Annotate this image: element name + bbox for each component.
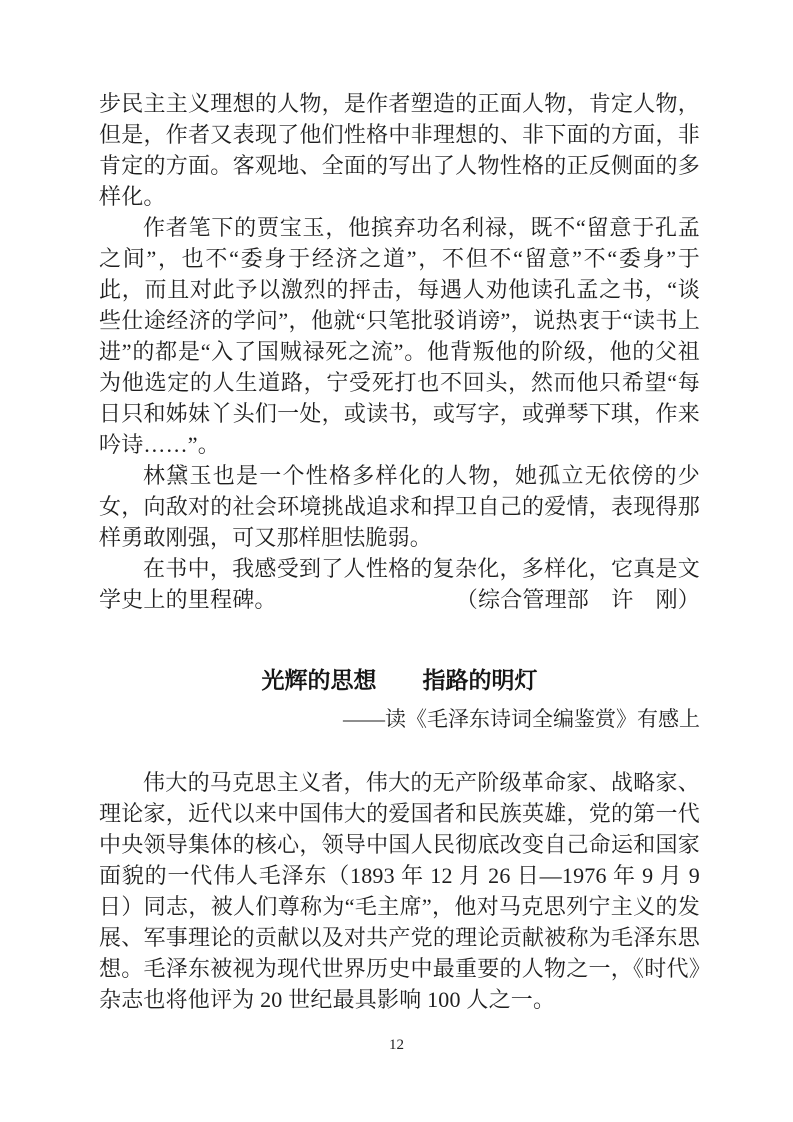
author-attribution: （综合管理部 许 刚） [455, 587, 700, 612]
article-character-diversity-review [99, 88, 700, 615]
paragraph-jia-baoyu: 作者笔下的贾宝玉，他摈弃功名利禄，既不“留意于孔孟之间”，也不“委身于经济之道”，不但不“留意”不“委身”于此，而且对此予以激烈的抨击，每遇人劝他读孔孟之书，“谈些仕途经济的学问”，他就“只笔批驳诮谤”，说热衷于“读书上进”的都是“入了国贼禄死之流”。他背叛他的阶级，他的父祖为他选定的人生道路，宁受死打也不回头，然而他只希望“每日只和姊妹丫头们一处，或读书，或写字，或弹琴下琪，作来吟诗……”。 [99, 215, 700, 457]
paragraph-continuation: 步民主主义理想的人物，是作者塑造的正面人物，肯定人物，但是，作者又表现了他们性格中非理想的、非下面的方面，非肯定的方面。客观地、全面的写出了人物性格的正反侧面的多样化。 [99, 91, 700, 209]
article-mao-poetry-review [99, 665, 700, 1015]
article-subtitle: ——读《毛泽东诗词全编鉴赏》有感上 [343, 707, 700, 731]
paragraph-lin-daiyu: 林黛玉也是一个性格多样化的人物，她孤立无依傍的少女，向敌对的社会环境挑战追求和捍卫自己的爱情，表现得那样勇敢刚强，可又那样胆怯脆弱。 [99, 463, 700, 550]
page-number: 12 [389, 1037, 404, 1053]
paragraph-conclusion [99, 553, 700, 615]
page-footer [0, 1036, 793, 1054]
page-content [99, 88, 700, 1015]
article-title: 光辉的思想 指路的明灯 [261, 668, 538, 694]
conclusion-text: 在书中，我感受到了人性格的复杂化，多样化，它真是文学史上的里程碑。 [99, 556, 700, 612]
paragraph-mao-introduction: 伟大的马克思主义者，伟大的无产阶级革命家、战略家、理论家，近代以来中国伟大的爱国者和民族英雄，党的第一代中央领导集体的核心，领导中国人民彻底改变自己命运和国家面貌的一代伟人毛泽东（1893 年 12 月 26 日—1976 年 9 月 9 日）同志，被人们尊称为“毛主席”，他对马克思列宁主义的发展、军事理论的贡献以及对共产党的理论贡献被称为毛泽东思想。毛泽东被视为现代世界历史中最重要的人物之一，《时代》杂志也将他评为 20 世纪最具影响 100 人之一。 [99, 770, 700, 1012]
